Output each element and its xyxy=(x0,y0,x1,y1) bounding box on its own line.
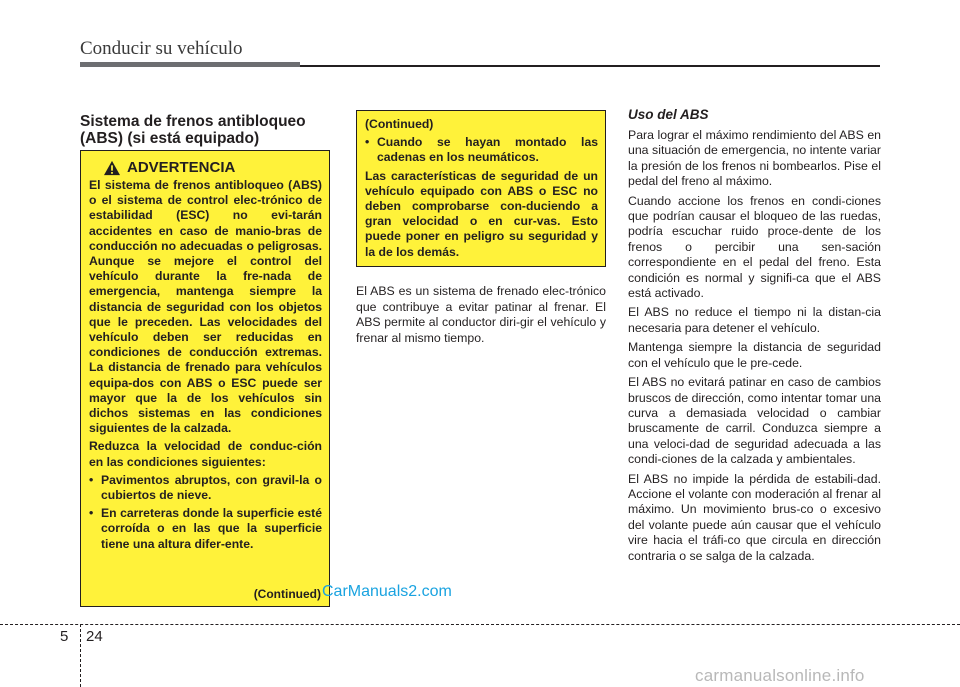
header-rule xyxy=(300,65,880,67)
chapter-number: 5 xyxy=(60,628,69,645)
continued-bullet xyxy=(365,135,598,165)
warning-box xyxy=(80,150,330,607)
page-header-title: Conducir su vehículo xyxy=(80,38,243,59)
warning-paragraph: Reduzca la velocidad de conduc-ción en las condiciones siguientes: xyxy=(89,439,322,469)
warning-paragraph: El sistema de frenos antibloqueo (ABS) o el sistema de control elec-trónico de estabilidad (ESC) no evi-tarán accidentes en caso de manio-bras de conducción no adecuadas o peligrosas. Aunque se mejore el control del vehículo durante la fre-nada de emergencia, mantenga siempre la distancia de seguridad con los objetos que le preceden. Las velocidades del vehículo deben ser reducidas en condiciones de conducción extremas. La distancia de frenado para vehículos equipa-dos con ABS o ESC puede ser mayor que la de los vehículos sin dichos sistemas en las condiciones siguientes de la calzada. xyxy=(89,178,322,436)
continued-heading: (Continued) xyxy=(365,117,434,131)
watermark-link[interactable]: CarManuals2.com xyxy=(322,583,452,600)
bullet-text: Pavimentos abruptos, con gravil-la o cubiertos de nieve. xyxy=(101,472,322,503)
body-paragraph: El ABS no impide la pérdida de estabili-dad. Accione el volante con moderación al frenar al máximo. Un movimiento brus-co o excesivo del volante puede aún causar que el vehículo vire hacia el tráfi-co que circula en dirección contraria o se salga de la calzada. xyxy=(628,471,881,563)
warning-bullet xyxy=(89,473,322,503)
warning-triangle-icon xyxy=(103,160,121,176)
continued-warning-box xyxy=(356,110,606,267)
abs-usage-subtitle: Uso del ABS xyxy=(628,107,709,122)
section-title: Sistema de frenos antibloqueo (ABS) (si está equipado) xyxy=(80,113,306,147)
bullet-dot: • xyxy=(89,506,94,521)
abs-usage-column xyxy=(628,107,881,568)
body-paragraph: El ABS no reduce el tiempo ni la distan-cia necesaria para detener el vehículo. xyxy=(628,305,881,335)
body-paragraph: Mantenga siempre la distancia de seguridad con el vehículo que le pre-cede. xyxy=(628,340,881,370)
continued-paragraph: Las características de seguridad de un vehículo equipado con ABS o ESC no deben comprobarse con-duciendo a gran velocidad o en cur-vas. Esto puede poner en peligro su seguridad y la de los demás. xyxy=(365,168,598,259)
warning-header xyxy=(89,159,322,176)
warning-bullet xyxy=(89,506,322,552)
warning-heading: ADVERTENCIA xyxy=(127,159,236,176)
continued-label: (Continued) xyxy=(253,587,321,601)
header-bar-thick xyxy=(80,62,300,67)
bullet-dot: • xyxy=(89,472,94,487)
bullet-text: En carreteras donde la superficie esté corroída o en las que la superficie tiene una altura difer-ente. xyxy=(101,506,322,551)
body-paragraph: Cuando accione los frenos en condi-ciones que podrían causar el bloqueo de las ruedas, podría escuchar ruido proce-dente de los frenos o percibir una sen-sación correspondiente en el pedal del freno. Esta condición es normal y signifi-ca que el ABS está activado. xyxy=(628,193,881,301)
abs-intro-paragraph: El ABS es un sistema de frenado elec-trónico que contribuye a evitar patinar al frenar. El ABS permite al conductor diri-gir el vehículo y frenar al mismo tiempo. xyxy=(356,284,606,345)
footer-divider xyxy=(80,624,81,687)
watermark-site: carmanualsonline.info xyxy=(695,666,865,685)
bullet-text: Cuando se hayan montado las cadenas en los neumáticos. xyxy=(377,135,598,165)
page-number: 24 xyxy=(86,628,103,645)
bullet-dot: • xyxy=(365,135,370,150)
body-paragraph: El ABS no evitará patinar en caso de cambios bruscos de dirección, como intentar tomar una curva a demasiada velocidad o cambiar bruscamente de carril. Conduzca siempre a una veloci-dad de seguridad adecuada a las condi-ciones de la calzada y ambientales. xyxy=(628,375,881,467)
body-paragraph: Para lograr el máximo rendimiento del ABS en una situación de emergencia, no intente variar la presión de los frenos ni bombearlos. Pise el pedal del freno al máximo. xyxy=(628,128,881,189)
footer-rule xyxy=(0,624,960,625)
